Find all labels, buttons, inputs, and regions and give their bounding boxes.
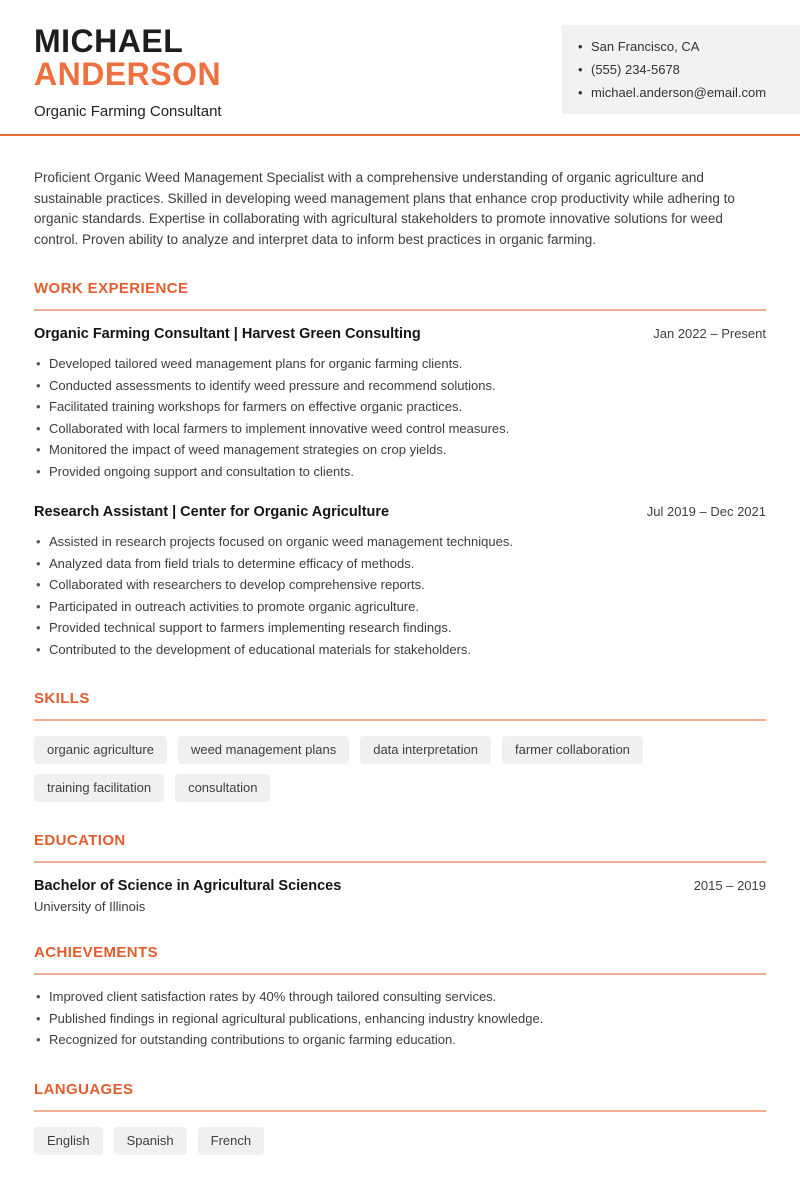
bullet-icon: • xyxy=(36,399,41,414)
language-tag: French xyxy=(198,1127,264,1155)
language-tag: English xyxy=(34,1127,103,1155)
job-bullet-text: Contributed to the development of educational materials for stakeholders. xyxy=(49,641,472,657)
candidate-name xyxy=(34,25,222,91)
bullet-icon: • xyxy=(36,377,41,393)
job-bullet xyxy=(34,596,766,618)
job-bullet xyxy=(34,396,766,418)
skill-tag: organic agriculture xyxy=(34,736,167,764)
achievements-title: ACHIEVEMENTS xyxy=(34,944,766,975)
job-bullet-text: Conducted assessments to identify weed pressure and recommend solutions. xyxy=(49,377,496,393)
education-degree: Bachelor of Science in Agricultural Sciences xyxy=(34,878,342,894)
bullet-icon: • xyxy=(578,85,583,100)
contact-phone-text: (555) 234-5678 xyxy=(591,62,680,77)
job-title: Organic Farming Consultant | Harvest Green Consulting xyxy=(34,326,421,342)
achievements-bullet-list xyxy=(34,986,766,1051)
candidate-role: Organic Farming Consultant xyxy=(34,103,222,120)
bullet-icon: • xyxy=(36,534,41,549)
job-bullet xyxy=(34,574,766,596)
resume-header xyxy=(0,0,800,120)
job-bullet xyxy=(34,639,766,661)
achievement-bullet-text: Improved client satisfaction rates by 40% through tailored consulting services. xyxy=(49,989,497,1004)
achievement-bullet xyxy=(34,986,766,1008)
bullet-icon: • xyxy=(36,420,41,436)
job-bullet xyxy=(34,461,766,483)
job-dates: Jul 2019 – Dec 2021 xyxy=(646,504,766,519)
achievement-bullet xyxy=(34,1029,766,1051)
achievement-bullet-text: Recognized for outstanding contributions to organic farming education. xyxy=(49,1032,456,1047)
work-experience-title: WORK EXPERIENCE xyxy=(34,280,766,311)
job-bullet xyxy=(34,418,766,440)
contact-list xyxy=(578,35,784,104)
education-dates: 2015 – 2019 xyxy=(693,878,766,893)
skill-tag: farmer collaboration xyxy=(502,736,643,764)
contact-email-text: michael.anderson@email.com xyxy=(591,85,767,100)
contact-email xyxy=(578,81,784,104)
bullet-icon: • xyxy=(36,989,41,1004)
candidate-last-name: ANDERSON xyxy=(34,56,222,92)
bullet-icon: • xyxy=(36,555,41,571)
bullet-icon: • xyxy=(36,1010,41,1026)
contact-phone xyxy=(578,58,784,81)
header-divider xyxy=(0,134,800,136)
achievement-bullet xyxy=(34,1008,766,1030)
section-achievements xyxy=(34,944,766,1051)
bullet-icon: • xyxy=(36,463,41,479)
bullet-icon: • xyxy=(578,39,583,54)
job-bullet-list xyxy=(34,531,766,660)
job-bullet-text: Monitored the impact of weed management strategies on crop yields. xyxy=(49,442,447,457)
bullet-icon: • xyxy=(36,356,41,371)
bullet-icon: • xyxy=(36,641,41,657)
job-entry xyxy=(34,326,766,482)
job-bullet-text: Facilitated training workshops for farmers on effective organic practices. xyxy=(49,399,463,414)
job-entry-header xyxy=(34,326,766,342)
section-skills xyxy=(34,690,766,802)
resume-content xyxy=(0,168,800,1195)
job-bullet-text: Collaborated with researchers to develop comprehensive reports. xyxy=(49,577,425,592)
job-title: Research Assistant | Center for Organic Agriculture xyxy=(34,504,390,520)
skill-tag: data interpretation xyxy=(360,736,491,764)
skills-title: SKILLS xyxy=(34,690,766,721)
job-entry-header xyxy=(34,504,766,520)
job-entry xyxy=(34,504,766,660)
job-bullet xyxy=(34,553,766,575)
job-bullet xyxy=(34,353,766,375)
job-bullet-text: Collaborated with local farmers to implement innovative weed control measures. xyxy=(49,420,510,436)
job-bullet-list xyxy=(34,353,766,482)
section-education xyxy=(34,832,766,914)
language-tag: Spanish xyxy=(114,1127,187,1155)
header-identity xyxy=(34,25,222,120)
job-bullet-text: Assisted in research projects focused on organic weed management techniques. xyxy=(49,534,513,549)
bullet-icon: • xyxy=(36,577,41,592)
contact-box xyxy=(562,25,800,114)
job-bullet xyxy=(34,439,766,461)
job-bullet-text: Analyzed data from field trials to determine efficacy of methods. xyxy=(49,555,415,571)
education-entry-header xyxy=(34,878,766,894)
section-languages xyxy=(34,1081,766,1155)
bullet-icon: • xyxy=(36,598,41,614)
job-bullet-text: Participated in outreach activities to promote organic agriculture. xyxy=(49,598,419,614)
education-title: EDUCATION xyxy=(34,832,766,863)
skill-tag: weed management plans xyxy=(178,736,349,764)
languages-tag-list xyxy=(34,1127,766,1155)
bullet-icon: • xyxy=(578,62,583,77)
job-bullet xyxy=(34,617,766,639)
contact-location-text: San Francisco, CA xyxy=(591,39,700,54)
education-school: University of Illinois xyxy=(34,899,146,914)
job-bullet-text: Provided technical support to farmers implementing research findings. xyxy=(49,620,452,635)
achievement-bullet-text: Published findings in regional agricultural publications, enhancing industry knowledge. xyxy=(49,1010,544,1026)
job-dates: Jan 2022 – Present xyxy=(653,326,766,341)
job-bullet-text: Provided ongoing support and consultation to clients. xyxy=(49,463,354,479)
job-bullet xyxy=(34,531,766,553)
job-bullet-text: Developed tailored weed management plans for organic farming clients. xyxy=(49,356,463,371)
candidate-first-name: MICHAEL xyxy=(34,23,184,59)
job-bullet xyxy=(34,375,766,397)
bullet-icon: • xyxy=(36,1032,41,1047)
languages-title: LANGUAGES xyxy=(34,1081,766,1112)
skills-tag-list xyxy=(34,736,766,802)
bullet-icon: • xyxy=(36,620,41,635)
skill-tag: consultation xyxy=(175,774,270,802)
contact-location xyxy=(578,35,784,58)
summary-paragraph: Proficient Organic Weed Management Specialist with a comprehensive understanding of organic agriculture and sustainable practices. Skilled in developing weed management plans that enhance crop productivity while adhering to organic standards. Expertise in collaborating with agricultural stakeholders to promote innovative solutions for weed control. Proven ability to analyze and interpret data to inform best practices in organic farming. xyxy=(34,170,735,247)
bullet-icon: • xyxy=(36,442,41,457)
skill-tag: training facilitation xyxy=(34,774,164,802)
section-work-experience xyxy=(34,280,766,660)
